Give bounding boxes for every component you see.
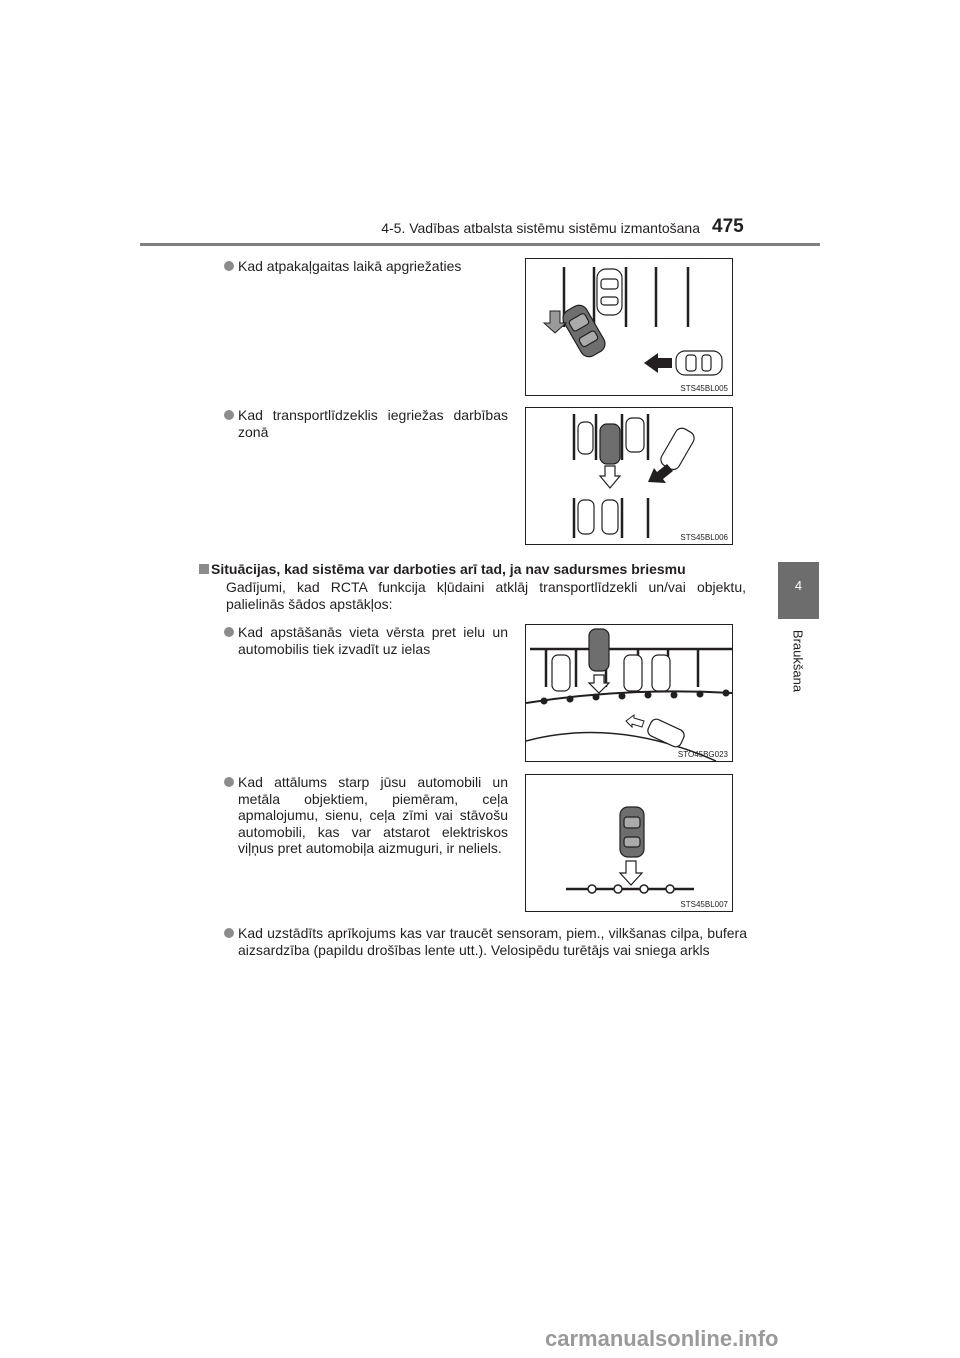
bullet-dot-icon	[224, 928, 234, 938]
parked-car-icon	[578, 422, 593, 454]
bullet-item	[238, 925, 747, 958]
entering-zone-illustration	[526, 408, 732, 544]
bullet-item	[238, 258, 508, 275]
parked-car-icon	[626, 418, 644, 452]
approach-direction-arrow	[626, 715, 644, 727]
bullet-text: Kad apstāšanās vieta vērsta pret ielu un automobilis tiek izvadīt uz ielas	[238, 624, 508, 657]
approach-direction-arrow	[644, 353, 672, 373]
bullet-item	[238, 624, 508, 657]
header-divider	[140, 243, 820, 246]
bullet-text: Kad uzstādīts aprīkojums kas var traucēt sensoram, piem., vilkšanas cilpa, bufera aizsardzība (papildu drošības lente utt.). Velosipēdu turētājs vai sniega arkls	[238, 925, 747, 958]
parked-car-icon	[624, 655, 642, 691]
street-facing-illustration	[526, 625, 732, 761]
reverse-direction-arrow	[600, 466, 620, 488]
figure-code: STO45BG023	[677, 750, 728, 759]
reversing-car-icon	[620, 807, 644, 857]
bullet-dot-icon	[224, 261, 234, 271]
figure-metal-object	[525, 774, 733, 912]
parked-car-icon	[597, 269, 622, 315]
bullet-dot-icon	[224, 777, 234, 787]
section-square-icon	[199, 564, 209, 574]
bullet-text: Kad transportlīdzeklis iegriežas darbības zonā	[238, 407, 508, 440]
section-heading-text: Situācijas, kad sistēma var darboties arī tad, ja nav sadursmes briesmu	[211, 561, 686, 577]
reverse-turn-illustration	[526, 259, 732, 395]
bullet-item	[238, 407, 508, 440]
approach-direction-arrow	[648, 464, 673, 483]
reverse-direction-arrow	[544, 311, 566, 333]
bullet-item	[238, 774, 508, 857]
approaching-car-icon	[676, 351, 722, 375]
bullet-dot-icon	[224, 627, 234, 637]
metal-object-illustration	[526, 775, 732, 911]
parked-car-icon	[652, 655, 670, 691]
section-heading	[211, 561, 686, 577]
figure-code: STS45BL007	[680, 900, 728, 909]
figure-code: STS45BL006	[680, 533, 728, 542]
reverse-direction-arrow	[620, 861, 642, 885]
chapter-tab-label: Braukšana	[790, 629, 806, 693]
approaching-car-icon	[658, 426, 696, 472]
chapter-tab-number: 4	[794, 578, 803, 593]
parked-car-icon	[552, 655, 570, 691]
bullet-dot-icon	[224, 410, 234, 420]
figure-reverse-turn	[525, 258, 733, 396]
parked-car-icon	[602, 500, 618, 534]
section-title: 4-5. Vadības atbalsta sistēmu sistēmu izmantošana	[381, 220, 700, 236]
reversing-car-icon	[600, 424, 620, 464]
bullet-text: Kad attālums starp jūsu automobili un metāla objektiem, piemēram, ceļa apmalojumu, sienu, ceļa zīmi vai stāvošu automobili, kas var atstarot elektriskos viļņus pret automobiļa aizmuguri, ir neliels.	[238, 774, 508, 856]
page-number: 475	[712, 216, 744, 237]
figure-entering-zone	[525, 407, 733, 545]
parked-car-icon	[578, 500, 594, 534]
figure-code: STS45BL005	[680, 384, 728, 393]
section-paragraph: Gadījumi, kad RCTA funkcija kļūdaini atklāj transportlīdzekli un/vai objektu, palielinās šādos apstākļos:	[226, 579, 746, 612]
exiting-car-icon	[589, 629, 609, 671]
approaching-car-icon	[646, 717, 686, 749]
bullet-text: Kad atpakaļgaitas laikā apgriežaties	[238, 258, 462, 274]
watermark: carmanualsonline.info	[545, 1326, 779, 1351]
figure-street-facing	[525, 624, 733, 762]
